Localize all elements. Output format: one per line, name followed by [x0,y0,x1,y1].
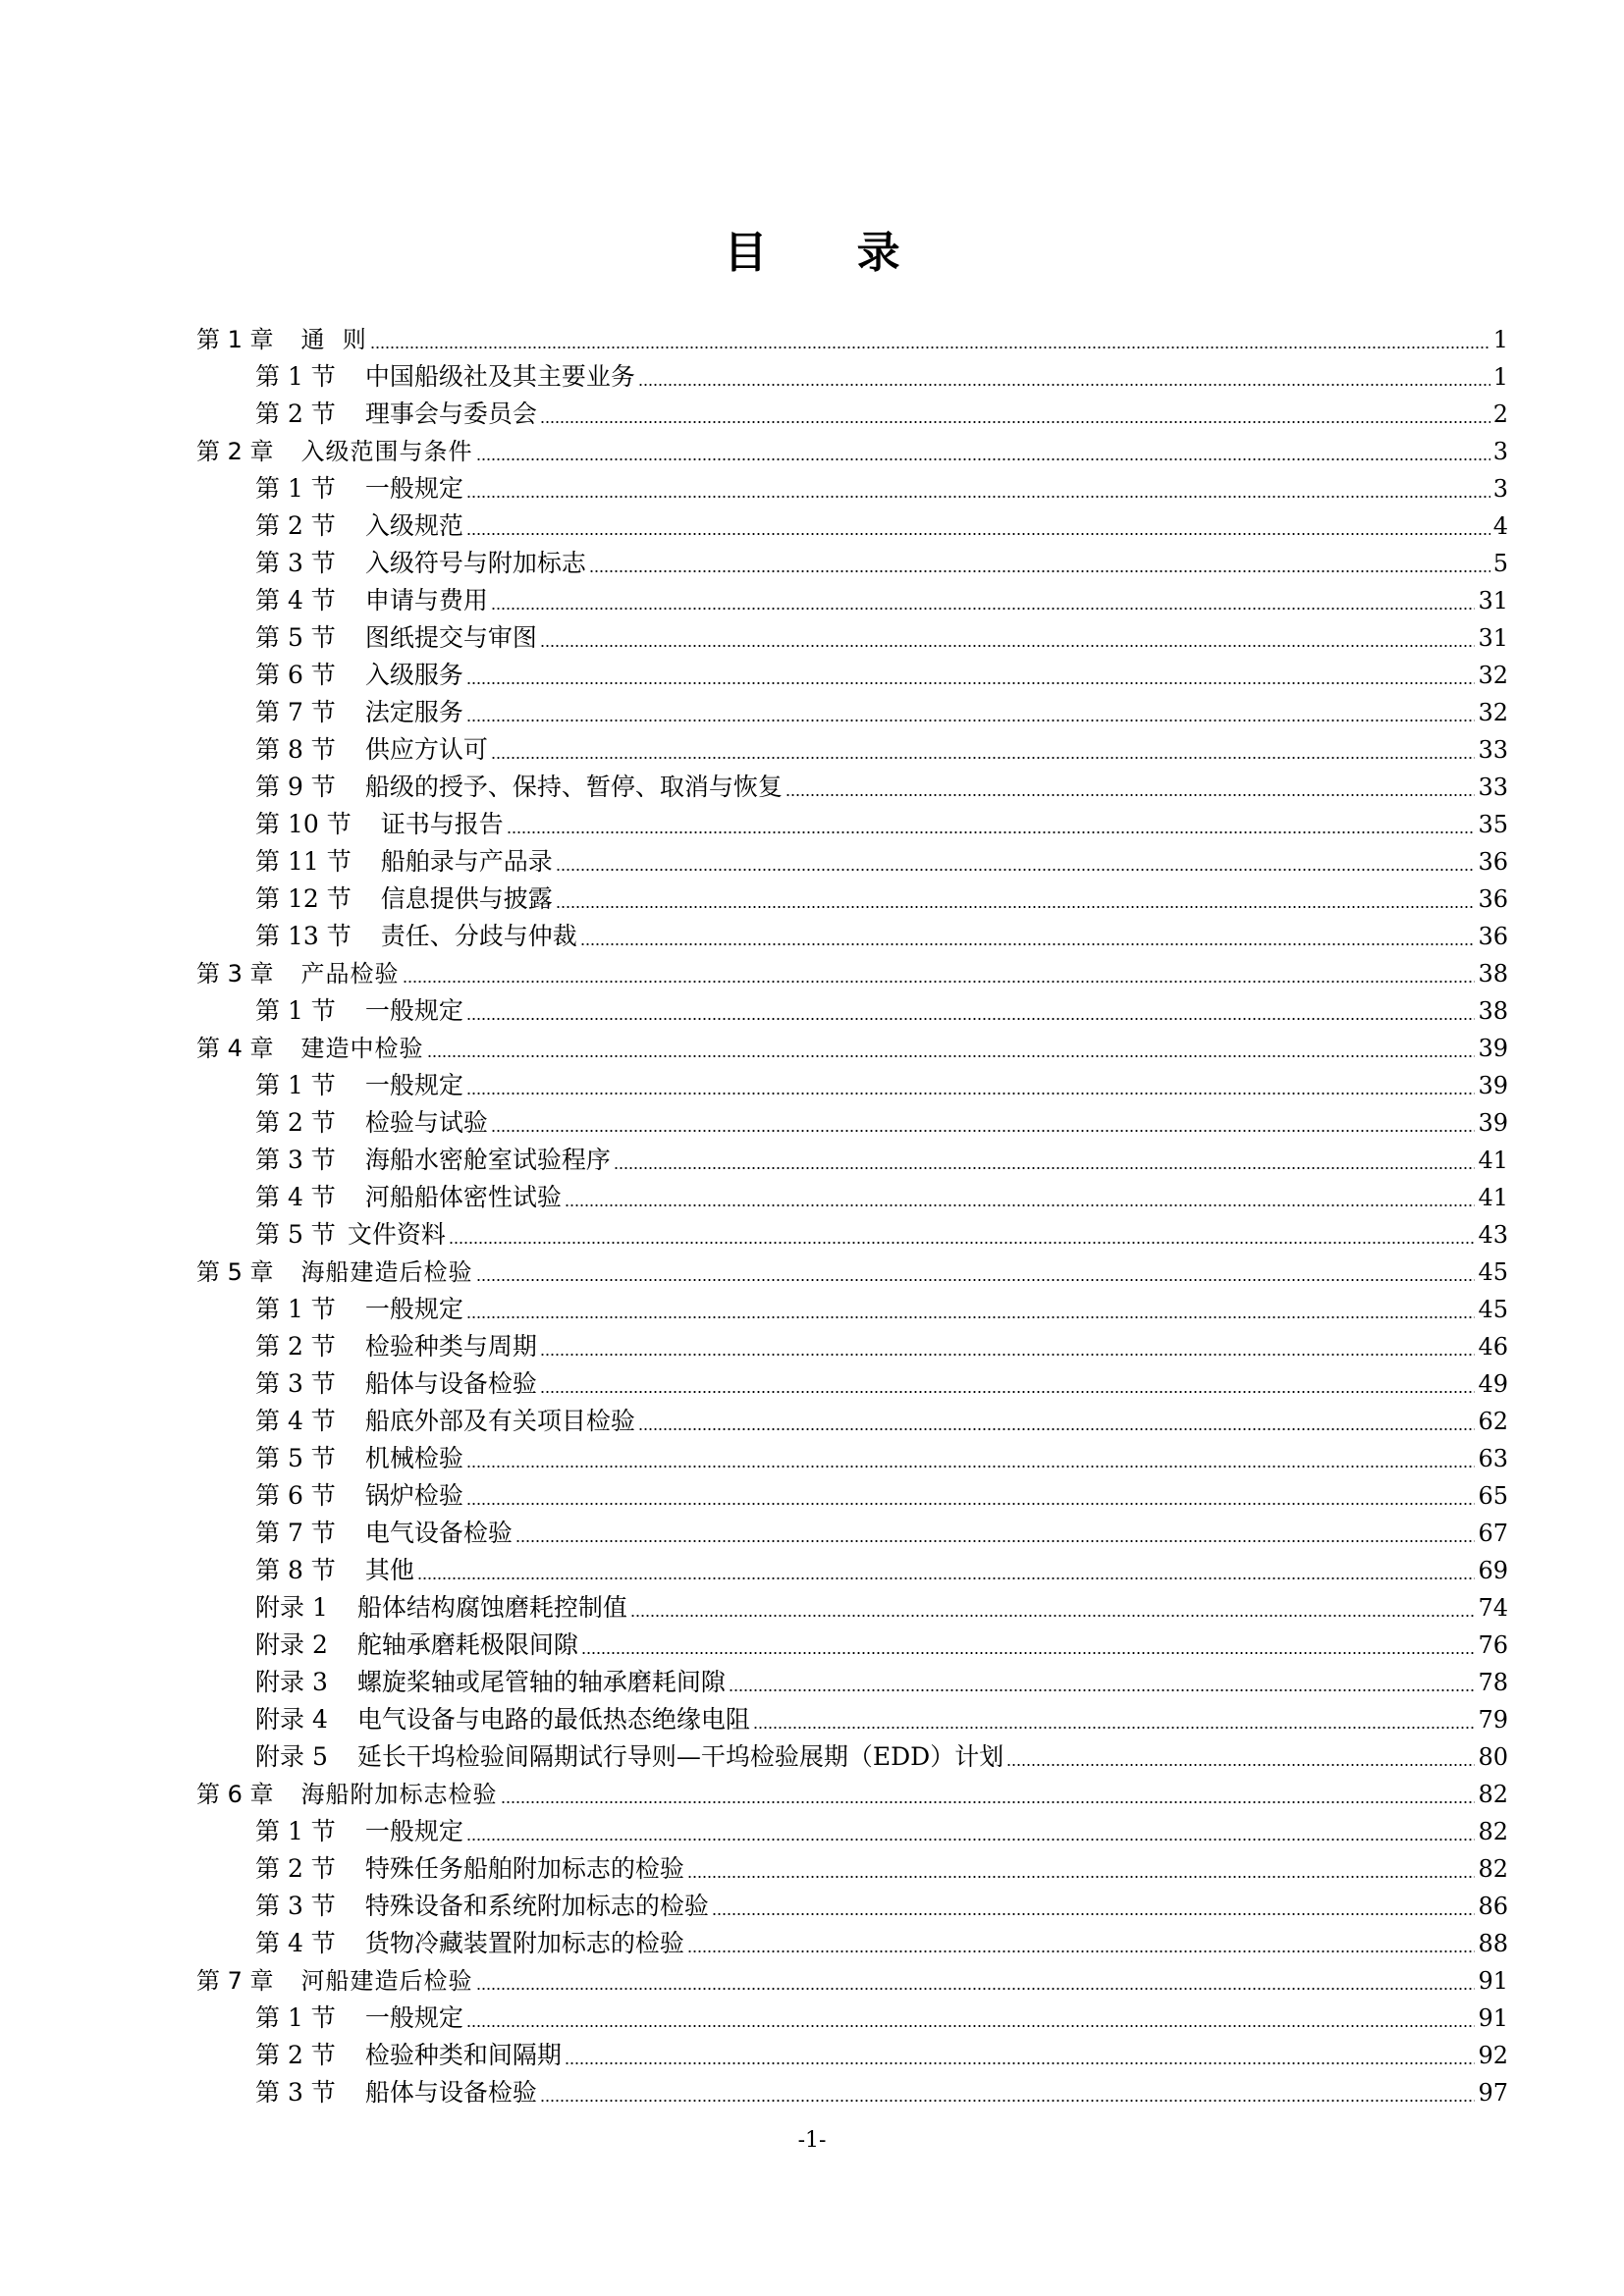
toc-section-entry[interactable] [196,1515,1508,1552]
toc-entry-label: 第 8 节 [255,735,336,764]
toc-entry-label: 第 2 节 [255,2041,336,2069]
toc-page-number: 49 [1478,1370,1508,1398]
toc-entry-title: 特殊任务船舶附加标志的检验 [364,1854,684,1883]
toc-page-number: 46 [1478,1333,1508,1361]
toc-entry-label: 第 1 节 [255,1295,336,1323]
toc-entry-label: 第 2 章 [196,438,274,465]
toc-page-number: 3 [1492,438,1508,465]
toc-section-entry[interactable] [196,1365,1508,1403]
toc-entry-title: 海船附加标志检验 [300,1781,498,1808]
toc-entry-title: 河船船体密性试验 [364,1183,562,1211]
toc-entry-title: 建造中检验 [300,1035,424,1062]
toc-dot-leader [466,1316,1476,1318]
table-of-contents [196,321,1508,2111]
toc-dot-leader [580,943,1476,945]
toc-entry-label: 第 5 节 [255,623,336,652]
toc-page-number: 32 [1478,699,1508,726]
toc-section-entry[interactable] [196,1888,1508,1925]
toc-dot-leader [540,1354,1476,1356]
toc-page-number: 1 [1492,363,1508,391]
toc-entry-label: 第 7 节 [255,1519,336,1547]
toc-entry-label: 第 4 章 [196,1035,274,1062]
toc-dot-leader [466,720,1476,721]
toc-entry-title: 船级的授予、保持、暂停、取消与恢复 [364,773,783,801]
toc-section-entry[interactable] [196,1552,1508,1589]
toc-section-entry[interactable] [196,806,1508,843]
toc-entry-title: 文件资料 [347,1220,446,1249]
toc-entry-title: 检验与试验 [364,1108,488,1137]
toc-section-entry[interactable] [196,619,1508,657]
toc-section-entry[interactable] [196,470,1508,507]
toc-section-entry[interactable] [196,1701,1508,1738]
toc-dot-leader [785,794,1476,796]
toc-entry-label: 第 3 节 [255,1892,336,1920]
toc-page-number: 33 [1478,736,1508,764]
toc-dot-leader [370,347,1490,348]
toc-dot-leader [753,1727,1476,1729]
toc-entry-label: 第 1 节 [255,1817,336,1845]
toc-section-entry[interactable] [196,918,1508,955]
toc-chapter-entry[interactable] [196,1030,1508,1067]
toc-entry-title: 一般规定 [364,1817,463,1845]
toc-entry-title: 海船建造后检验 [300,1258,473,1286]
toc-entry-label: 第 2 节 [255,1854,336,1883]
toc-entry-title: 其他 [364,1556,414,1584]
toc-entry-title: 船舶录与产品录 [380,847,553,876]
toc-entry-title: 船体与设备检验 [364,1369,537,1398]
toc-section-entry[interactable] [196,1440,1508,1477]
toc-dot-leader [589,570,1490,572]
toc-entry-title: 货物冷藏装置附加标志的检验 [364,1929,684,1957]
toc-entry-label: 第 4 节 [255,1183,336,1211]
toc-section-entry[interactable] [196,582,1508,619]
toc-section-entry[interactable] [196,1403,1508,1440]
toc-section-entry[interactable] [196,881,1508,918]
toc-entry-label: 第 3 节 [255,2078,336,2107]
toc-dot-leader [638,1428,1476,1430]
toc-dot-leader [540,2100,1476,2102]
toc-entry-title: 舵轴承磨耗极限间隙 [356,1630,578,1659]
toc-page-number: 91 [1478,1967,1508,1995]
toc-entry-title: 证书与报告 [380,810,504,838]
toc-section-entry[interactable] [196,1925,1508,1962]
toc-chapter-entry[interactable] [196,1962,1508,2000]
toc-entry-title: 理事会与委员会 [364,400,537,428]
toc-chapter-entry[interactable] [196,433,1508,470]
toc-dot-leader [491,757,1476,759]
toc-entry-label: 第 13 节 [255,922,352,950]
toc-entry-label: 第 6 章 [196,1781,274,1808]
toc-entry-label: 第 9 节 [255,773,336,801]
toc-dot-leader [729,1689,1476,1691]
toc-entry-label: 第 1 节 [255,996,336,1025]
toc-entry-label: 第 1 节 [255,474,336,503]
toc-dot-leader [466,1093,1476,1095]
toc-section-entry[interactable] [196,1179,1508,1216]
toc-entry-label: 第 7 节 [255,698,336,726]
toc-entry-title: 供应方认可 [364,735,488,764]
page-number: -1- [797,2128,827,2153]
toc-section-entry[interactable] [196,843,1508,881]
toc-dot-leader [403,981,1476,983]
toc-page-number: 4 [1492,512,1508,540]
toc-entry-title: 一般规定 [364,1071,463,1099]
toc-entry-label: 第 1 节 [255,362,336,391]
toc-entry-title: 信息提供与披露 [380,884,553,913]
toc-page-number: 97 [1478,2079,1508,2107]
toc-entry-label: 第 5 节 [255,1444,336,1472]
toc-dot-leader [466,1466,1476,1468]
toc-entry-title: 检验种类和间隔期 [364,2041,562,2069]
toc-page-number: 41 [1478,1147,1508,1174]
toc-entry-label: 第 2 节 [255,1332,336,1361]
toc-entry-title: 螺旋桨轴或尾管轴的轴承磨耗间隙 [356,1668,726,1696]
toc-page-number: 82 [1478,1781,1508,1808]
toc-entry-title: 检验种类与周期 [364,1332,537,1361]
toc-page-number: 62 [1478,1408,1508,1435]
toc-entry-title: 一般规定 [364,1295,463,1323]
toc-entry-title: 入级规范 [364,511,463,540]
toc-section-entry[interactable] [196,507,1508,545]
toc-section-entry[interactable] [196,1627,1508,1664]
toc-entry-label: 第 3 章 [196,960,274,988]
toc-dot-leader [630,1615,1476,1617]
toc-page-number: 39 [1478,1109,1508,1137]
toc-page-number: 31 [1478,624,1508,652]
toc-page-number: 45 [1478,1296,1508,1323]
toc-entry-title: 特殊设备和系统附加标志的检验 [364,1892,709,1920]
toc-page-number: 67 [1478,1520,1508,1547]
toc-dot-leader [565,1204,1476,1206]
toc-entry-label: 附录 2 [255,1630,328,1659]
toc-dot-leader [540,1391,1476,1393]
toc-entry-title: 一般规定 [364,996,463,1025]
toc-dot-leader [540,645,1476,647]
toc-section-entry[interactable] [196,2037,1508,2074]
toc-entry-title: 法定服务 [364,698,463,726]
toc-page-number: 31 [1478,587,1508,614]
toc-section-entry[interactable] [196,1216,1508,1254]
toc-entry-title: 通 则 [300,326,367,353]
toc-page-number: 41 [1478,1184,1508,1211]
toc-page-number: 91 [1478,2004,1508,2032]
toc-section-entry[interactable] [196,1738,1508,1776]
toc-entry-title: 一般规定 [364,2003,463,2032]
toc-dot-leader [712,1913,1476,1915]
toc-chapter-entry[interactable] [196,955,1508,992]
toc-entry-title: 入级服务 [364,661,463,689]
toc-page-number: 33 [1478,774,1508,801]
toc-entry-title: 海船水密舱室试验程序 [364,1146,611,1174]
toc-section-entry[interactable] [196,1477,1508,1515]
toc-entry-title: 电气设备检验 [364,1519,513,1547]
toc-entry-label: 第 2 节 [255,1108,336,1137]
toc-dot-leader [565,2062,1476,2064]
toc-entry-title: 产品检验 [300,960,400,988]
toc-page-number: 5 [1492,550,1508,577]
toc-entry-title: 电气设备与电路的最低热态绝缘电阻 [356,1705,750,1734]
toc-page-number: 3 [1492,475,1508,503]
toc-section-entry[interactable] [196,2000,1508,2037]
toc-entry-title: 责任、分歧与仲裁 [380,922,577,950]
toc-page-number: 82 [1478,1818,1508,1845]
toc-page-number: 38 [1478,997,1508,1025]
toc-section-entry[interactable] [196,1589,1508,1627]
toc-chapter-entry[interactable] [196,321,1508,358]
toc-entry-label: 第 1 节 [255,2003,336,2032]
toc-dot-leader [687,1950,1476,1952]
toc-section-entry[interactable] [196,1291,1508,1328]
toc-page-number: 2 [1492,400,1508,428]
toc-page-number: 45 [1478,1258,1508,1286]
toc-entry-label: 第 1 章 [196,326,274,353]
toc-entry-label: 附录 5 [255,1742,328,1771]
toc-entry-title: 图纸提交与审图 [364,623,537,652]
toc-section-entry[interactable] [196,2074,1508,2111]
toc-page-number: 86 [1478,1893,1508,1920]
toc-page-number: 80 [1478,1743,1508,1771]
toc-section-entry[interactable] [196,694,1508,731]
toc-page-number: 82 [1478,1855,1508,1883]
toc-page-number: 36 [1478,848,1508,876]
toc-entry-title: 河船建造后检验 [300,1967,473,1995]
toc-chapter-entry[interactable] [196,1254,1508,1291]
toc-entry-label: 第 10 节 [255,810,352,838]
toc-page-number: 43 [1478,1221,1508,1249]
toc-page-number: 36 [1478,885,1508,913]
toc-entry-title: 入级范围与条件 [300,438,473,465]
toc-dot-leader [1006,1764,1475,1766]
toc-entry-title: 船体与设备检验 [364,2078,537,2107]
toc-page-number: 69 [1478,1557,1508,1584]
toc-dot-leader [556,869,1476,871]
toc-dot-leader [491,1130,1476,1132]
toc-entry-label: 第 7 章 [196,1967,274,1995]
toc-entry-title: 入级符号与附加标志 [364,549,586,577]
toc-page-number: 88 [1478,1930,1508,1957]
toc-page-number: 65 [1478,1482,1508,1510]
toc-entry-title: 锅炉检验 [364,1481,463,1510]
toc-page-number: 92 [1478,2042,1508,2069]
toc-dot-leader [476,1988,1476,1990]
toc-entry-title: 申请与费用 [364,586,488,614]
toc-dot-leader [556,906,1476,908]
toc-dot-leader [491,608,1476,610]
toc-entry-label: 第 12 节 [255,884,352,913]
toc-section-entry[interactable] [196,731,1508,769]
toc-section-entry[interactable] [196,358,1508,396]
toc-entry-label: 第 3 节 [255,549,336,577]
toc-dot-leader [417,1577,1476,1579]
toc-entry-label: 第 3 节 [255,1369,336,1398]
toc-dot-leader [540,421,1490,423]
toc-dot-leader [466,1839,1476,1841]
toc-entry-label: 第 3 节 [255,1146,336,1174]
toc-dot-leader [687,1876,1476,1878]
toc-dot-leader [466,496,1490,498]
toc-entry-label: 附录 4 [255,1705,328,1734]
toc-dot-leader [476,1279,1476,1281]
toc-page-number: 32 [1478,662,1508,689]
toc-page-number: 76 [1478,1631,1508,1659]
toc-section-entry[interactable] [196,1664,1508,1701]
toc-entry-title: 机械检验 [364,1444,463,1472]
page-title: 目 录 [724,228,938,278]
toc-dot-leader [507,831,1476,833]
toc-dot-leader [427,1055,1476,1057]
toc-entry-label: 第 5 节 [255,1220,336,1249]
toc-section-entry[interactable] [196,545,1508,582]
toc-page-number: 79 [1478,1706,1508,1734]
toc-page-number: 36 [1478,923,1508,950]
toc-chapter-entry[interactable] [196,1776,1508,1813]
toc-dot-leader [501,1801,1476,1803]
toc-dot-leader [476,458,1490,460]
toc-entry-label: 第 2 节 [255,400,336,428]
toc-dot-leader [515,1540,1476,1542]
toc-entry-label: 第 8 节 [255,1556,336,1584]
toc-section-entry[interactable] [196,1067,1508,1104]
toc-page-number: 39 [1478,1035,1508,1062]
toc-section-entry[interactable] [196,769,1508,806]
toc-dot-leader [614,1167,1476,1169]
toc-entry-label: 第 2 节 [255,511,336,540]
toc-page-number: 1 [1492,326,1508,353]
toc-page-number: 39 [1478,1072,1508,1099]
toc-entry-title: 一般规定 [364,474,463,503]
toc-entry-title: 延长干坞检验间隔期试行导则—干坞检验展期（EDD）计划 [356,1742,1004,1771]
toc-dot-leader [581,1652,1476,1654]
toc-entry-label: 附录 1 [255,1593,328,1622]
toc-dot-leader [466,2025,1476,2027]
toc-page-number: 35 [1478,811,1508,838]
toc-section-entry[interactable] [196,657,1508,694]
toc-entry-title: 船底外部及有关项目检验 [364,1407,635,1435]
toc-entry-title: 船体结构腐蚀磨耗控制值 [356,1593,627,1622]
toc-entry-label: 第 6 节 [255,661,336,689]
toc-dot-leader [449,1242,1476,1244]
toc-section-entry[interactable] [196,992,1508,1030]
toc-entry-label: 第 1 节 [255,1071,336,1099]
toc-entry-label: 第 5 章 [196,1258,274,1286]
toc-dot-leader [466,1018,1476,1020]
toc-section-entry[interactable] [196,1142,1508,1179]
toc-page-number: 74 [1478,1594,1508,1622]
toc-entry-label: 第 4 节 [255,586,336,614]
toc-entry-title: 中国船级社及其主要业务 [364,362,635,391]
toc-section-entry[interactable] [196,1850,1508,1888]
toc-page-number: 78 [1478,1669,1508,1696]
toc-page-number: 63 [1478,1445,1508,1472]
toc-dot-leader [466,1503,1476,1505]
toc-section-entry[interactable] [196,1813,1508,1850]
toc-section-entry[interactable] [196,1328,1508,1365]
toc-entry-label: 第 6 节 [255,1481,336,1510]
toc-section-entry[interactable] [196,396,1508,433]
toc-entry-label: 第 4 节 [255,1929,336,1957]
toc-entry-label: 附录 3 [255,1668,328,1696]
toc-dot-leader [466,682,1476,684]
toc-dot-leader [466,533,1490,535]
toc-section-entry[interactable] [196,1104,1508,1142]
toc-page-number: 38 [1478,960,1508,988]
toc-entry-label: 第 11 节 [255,847,352,876]
toc-dot-leader [638,384,1490,386]
toc-entry-label: 第 4 节 [255,1407,336,1435]
